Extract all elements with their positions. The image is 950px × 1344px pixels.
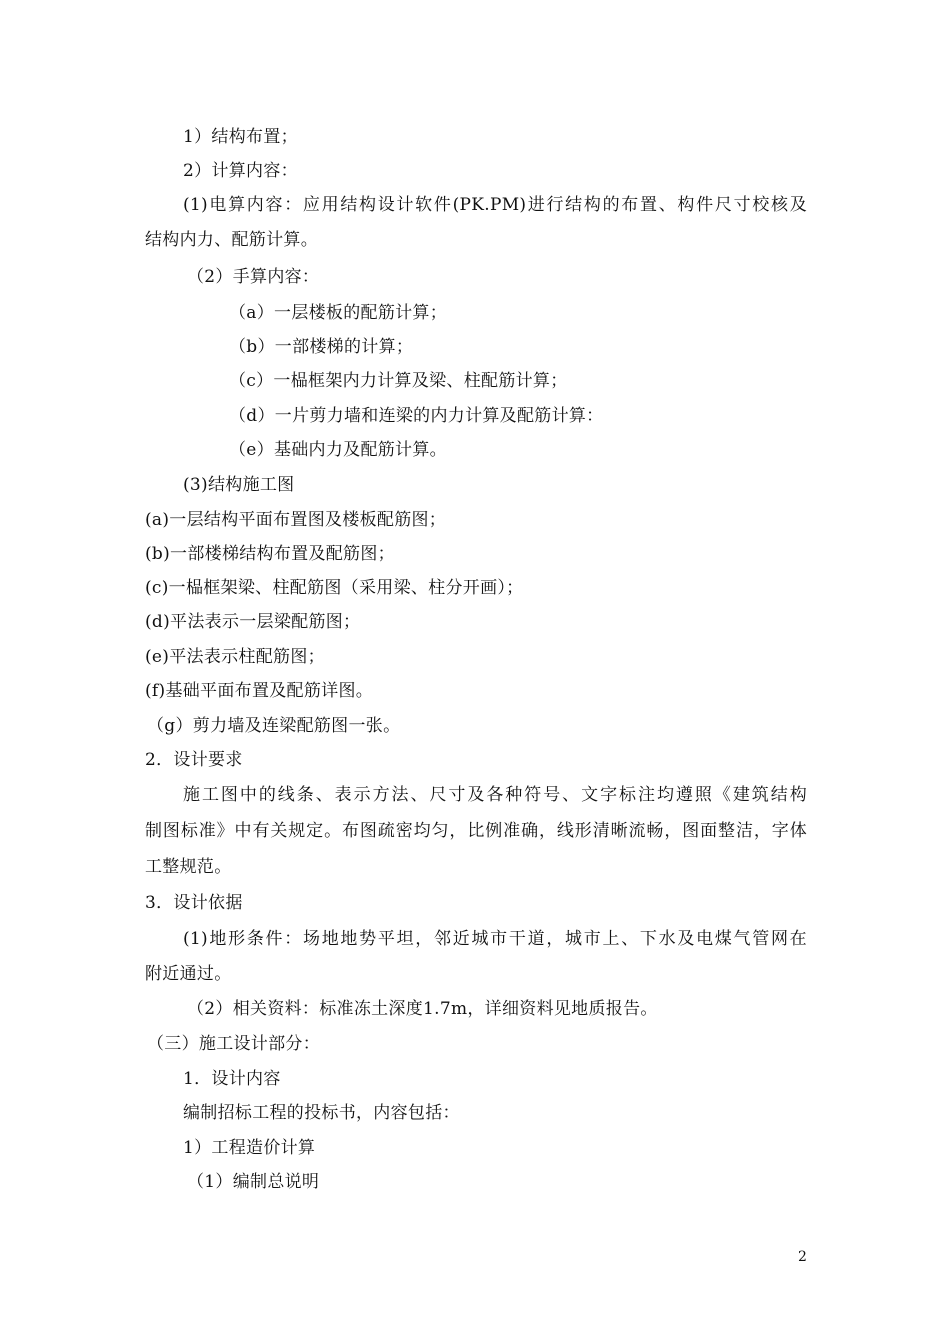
- heading-design-requirements: 2．设计要求: [145, 750, 243, 770]
- text-line-structural-drawings: (3)结构施工图: [183, 475, 295, 495]
- text-line-drawing-c: (c)一榀框架梁、柱配筋图（采用梁、柱分开画）；: [145, 578, 524, 598]
- text-line-computer-calculation-continued: 结构内力、配筋计算。: [145, 230, 318, 250]
- text-line-hand-calc-b: （b）一部楼梯的计算；: [229, 337, 414, 357]
- text-line-terrain-conditions: (1)地形条件：场地地势平坦，邻近城市干道，城市上、下水及电煤气管网在: [183, 929, 807, 949]
- text-line-drawing-b: (b)一部楼梯结构布置及配筋图；: [145, 544, 395, 564]
- text-line-computer-calculation: (1)电算内容：应用结构设计软件(PK.PM)进行结构的布置、构件尺寸校核及: [183, 195, 807, 215]
- text-line-terrain-conditions-continued: 附近通过。: [145, 964, 232, 984]
- text-line-hand-calc-d: （d）一片剪力墙和连梁的内力计算及配筋计算：: [229, 406, 604, 426]
- text-line-requirements-paragraph-1: 施工图中的线条、表示方法、尺寸及各种符号、文字标注均遵照《建筑结构: [183, 785, 807, 805]
- text-line-drawing-e: (e)平法表示柱配筋图；: [145, 647, 325, 667]
- text-line-drawing-a: (a)一层结构平面布置图及楼板配筋图；: [145, 510, 447, 530]
- heading-construction-design-section: （三）施工设计部分：: [147, 1034, 320, 1054]
- text-line-drawing-f: (f)基础平面布置及配筋详图。: [145, 681, 374, 701]
- text-line-drawing-d: (d)平法表示一层梁配筋图；: [145, 612, 361, 632]
- text-line-hand-calc-a: （a）一层楼板的配筋计算；: [229, 303, 448, 323]
- page-number: 2: [798, 1249, 807, 1265]
- text-line-calculation-content: 2）计算内容：: [183, 161, 298, 181]
- heading-design-basis: 3．设计依据: [145, 893, 243, 913]
- text-line-cost-calculation: 1）工程造价计算: [183, 1138, 316, 1158]
- text-line-requirements-paragraph-2: 制图标准》中有关规定。布图疏密均匀，比例准确，线形清晰流畅，图面整洁，字体: [145, 821, 807, 841]
- text-line-related-data: （2）相关资料：标准冻土深度1.7m，详细资料见地质报告。: [187, 999, 658, 1019]
- text-line-requirements-paragraph-3: 工整规范。: [145, 857, 232, 877]
- text-line-hand-calculation: （2）手算内容：: [187, 267, 320, 287]
- text-line-drawing-g: （g）剪力墙及连梁配筋图一张。: [147, 716, 401, 736]
- text-line-general-description: （1）编制总说明: [187, 1172, 320, 1192]
- text-line-bid-document: 编制招标工程的投标书，内容包括：: [183, 1103, 460, 1123]
- heading-design-content: 1．设计内容: [183, 1069, 281, 1089]
- text-line-hand-calc-e: （e）基础内力及配筋计算。: [229, 440, 447, 460]
- text-line-hand-calc-c: （c）一榀框架内力计算及梁、柱配筋计算；: [229, 371, 568, 391]
- text-line-structure-layout: 1）结构布置；: [183, 127, 298, 147]
